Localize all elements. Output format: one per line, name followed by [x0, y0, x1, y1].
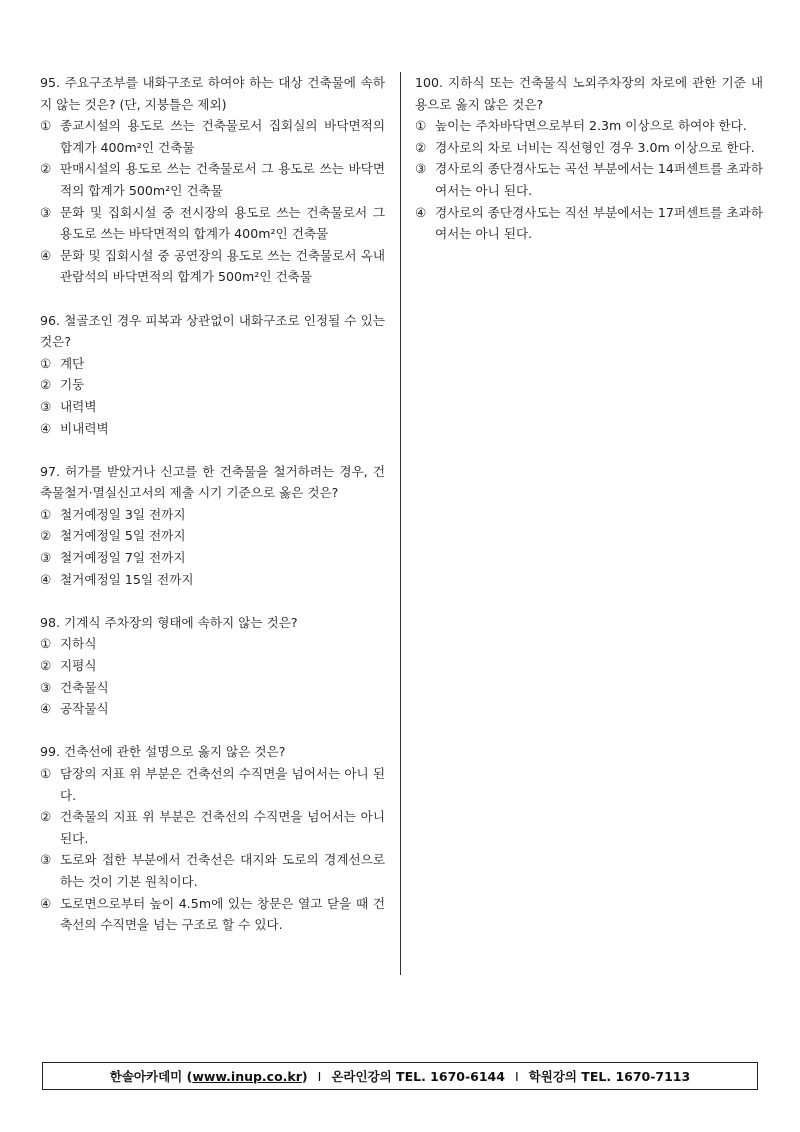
answer-option: [40, 806, 385, 849]
option-number: ④: [40, 571, 52, 587]
answer-option: [40, 698, 385, 720]
footer-paren-open: (: [182, 1068, 193, 1084]
option-number: ③: [415, 161, 427, 177]
question-block: [40, 741, 385, 935]
footer-offline-phone: 학원강의 TEL. 1670-7113: [528, 1069, 691, 1084]
answer-option: [40, 633, 385, 655]
option-text: 내력벽: [60, 398, 97, 414]
answer-option: [40, 677, 385, 699]
option-text: 철거예정일 3일 전까지: [60, 506, 186, 522]
option-number: ②: [415, 139, 427, 155]
question-stem: 99. 건축선에 관한 설명으로 옳지 않은 것은?: [40, 744, 286, 760]
question-stem: 98. 기계식 주차장의 형태에 속하지 않는 것은?: [40, 614, 298, 630]
option-number: ②: [40, 528, 52, 544]
right-column: [415, 72, 763, 266]
option-number: ①: [40, 355, 52, 371]
answer-option: [40, 569, 385, 591]
option-number: ③: [40, 204, 52, 220]
answer-option: [415, 137, 763, 159]
question-stem: 97. 허가를 받았거나 신고를 한 건축물을 철거하려는 경우, 건축물철거·멸실신고서의 제출 시기 기준으로 옳은 것은?: [40, 463, 385, 501]
option-text: 경사로의 차로 너비는 직선형인 경우 3.0m 이상으로 한다.: [435, 139, 755, 155]
option-number: ②: [40, 658, 52, 674]
option-text: 철거예정일 7일 전까지: [60, 550, 186, 566]
option-text: 비내력벽: [60, 420, 109, 436]
footer-online-phone: 온라인강의 TEL. 1670-6144: [331, 1069, 505, 1084]
option-number: ②: [40, 809, 52, 825]
option-text: 건축물의 지표 위 부분은 건축선의 수직면을 넘어서는 아니 된다.: [60, 809, 385, 846]
option-text: 지하식: [60, 636, 97, 652]
option-number: ③: [40, 550, 52, 566]
option-text: 계단: [60, 355, 85, 371]
answer-option: [40, 849, 385, 892]
option-number: ④: [40, 701, 52, 717]
option-number: ③: [40, 852, 52, 868]
option-text: 공작물식: [60, 701, 109, 717]
answer-options: [40, 633, 385, 719]
option-text: 판매시설의 용도로 쓰는 건축물로서 그 용도로 쓰는 바닥면적의 합계가 500m²인 건축물: [60, 161, 385, 198]
answer-option: [40, 396, 385, 418]
option-number: ③: [40, 679, 52, 695]
answer-option: [40, 158, 385, 201]
option-text: 담장의 지표 위 부분은 건축선의 수직면을 넘어서는 아니 된다.: [60, 766, 385, 803]
answer-option: [40, 655, 385, 677]
question-block: [40, 461, 385, 591]
answer-option: [40, 504, 385, 526]
answer-option: [40, 547, 385, 569]
footer-academy-name: 한솔아카데미: [109, 1069, 183, 1084]
answer-option: [40, 245, 385, 288]
answer-option: [40, 763, 385, 806]
answer-option: [40, 353, 385, 375]
option-text: 철거예정일 15일 전까지: [60, 571, 194, 587]
question-block: [40, 310, 385, 440]
answer-option: [415, 158, 763, 201]
option-number: ④: [415, 204, 427, 220]
option-text: 도로면으로부터 높이 4.5m에 있는 창문은 열고 닫을 때 건축선의 수직면을 넘는 구조로 할 수 있다.: [60, 895, 385, 933]
question-block: [40, 612, 385, 720]
question-stem: 96. 철골조인 경우 피복과 상관없이 내화구조로 인정될 수 있는 것은?: [40, 312, 385, 350]
answer-option: [40, 525, 385, 547]
option-number: ④: [40, 420, 52, 436]
option-number: ③: [40, 398, 52, 414]
question-stem: 95. 주요구조부를 내화구조로 하여야 하는 대상 건축물에 속하지 않는 것은? (단, 지붕틀은 제외): [40, 75, 385, 112]
answer-options: [415, 115, 763, 245]
option-text: 경사로의 종단경사도는 직선 부분에서는 17퍼센트를 초과하여서는 아니 된다.: [435, 204, 764, 242]
option-number: ④: [40, 247, 52, 263]
option-number: ①: [40, 766, 52, 781]
option-text: 문화 및 집회시설 중 전시장의 용도로 쓰는 건축물로서 그 용도로 쓰는 바닥면적의 합계가 400m²인 건축물: [60, 204, 385, 242]
option-number: ②: [40, 161, 52, 177]
left-column: [40, 72, 385, 957]
answer-option: [40, 374, 385, 396]
column-divider: [400, 72, 401, 975]
question-block: [40, 72, 385, 288]
answer-option: [40, 202, 385, 245]
option-number: ①: [40, 506, 52, 522]
answer-option: [415, 202, 763, 245]
answer-options: [40, 763, 385, 936]
answer-options: [40, 504, 385, 590]
option-text: 높이는 주차바닥면으로부터 2.3m 이상으로 하여야 한다.: [435, 118, 747, 134]
option-number: ①: [40, 118, 52, 134]
question-stem: 100. 지하식 또는 건축물식 노외주차장의 차로에 관한 기준 내용으로 옳지 않은 것은?: [415, 75, 763, 112]
option-text: 종교시설의 용도로 쓰는 건축물로서 집회실의 바닥면적의 합계가 400m²인 건축물: [60, 118, 385, 155]
question-block: [415, 72, 763, 245]
option-number: ④: [40, 895, 52, 911]
option-text: 도로와 접한 부분에서 건축선은 대지와 도로의 경계선으로 하는 것이 기본 원칙이다.: [60, 852, 385, 889]
answer-option: [40, 418, 385, 440]
answer-option: [40, 893, 385, 936]
answer-option: [40, 115, 385, 158]
option-number: ①: [415, 118, 427, 134]
option-text: 철거예정일 5일 전까지: [60, 528, 186, 544]
answer-options: [40, 115, 385, 288]
answer-options: [40, 353, 385, 439]
footer-separator: I: [514, 1068, 519, 1084]
option-text: 기둥: [60, 377, 85, 393]
option-number: ①: [40, 636, 52, 652]
option-text: 건축물식: [60, 679, 109, 695]
option-text: 문화 및 집회시설 중 공연장의 용도로 쓰는 건축물로서 옥내관람석의 바닥면적의 합계가 500m²인 건축물: [60, 247, 385, 285]
answer-option: [415, 115, 763, 137]
footer-website-link[interactable]: www.inup.co.kr: [192, 1068, 302, 1084]
footer-separator: I: [317, 1068, 322, 1084]
option-text: 지평식: [60, 658, 97, 674]
footer-paren-close: ): [301, 1068, 308, 1084]
footer-bar: [42, 1062, 758, 1090]
option-number: ②: [40, 377, 52, 393]
option-text: 경사로의 종단경사도는 곡선 부분에서는 14퍼센트를 초과하여서는 아니 된다.: [435, 161, 764, 198]
